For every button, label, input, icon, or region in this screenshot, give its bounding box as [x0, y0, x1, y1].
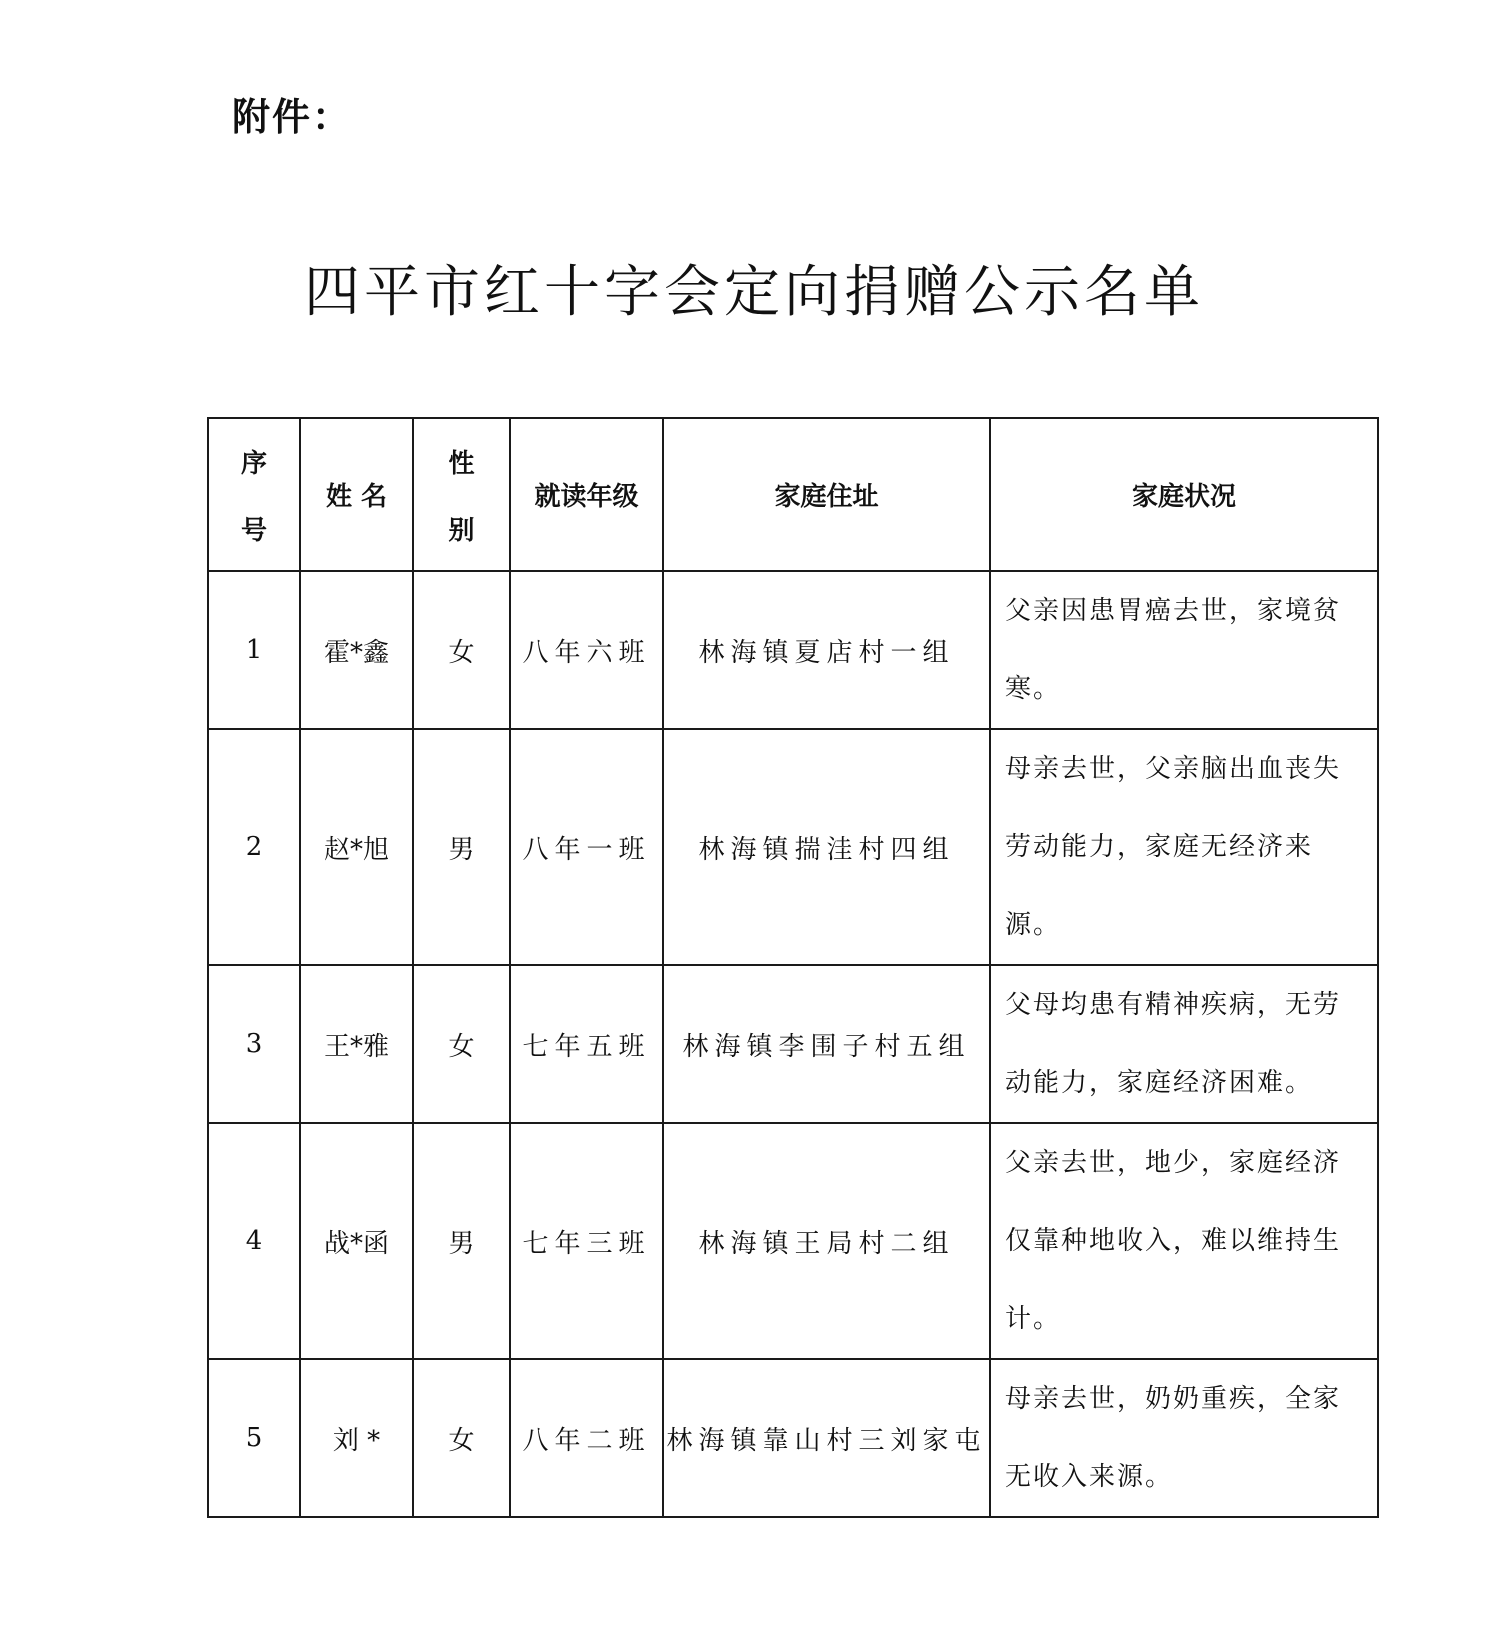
cell-status: 父亲因患胃癌去世，家境贫寒。 [990, 571, 1378, 729]
cell-seq: 5 [208, 1359, 300, 1517]
cell-grade: 八年一班 [510, 729, 663, 965]
cell-grade: 八年二班 [510, 1359, 663, 1517]
cell-name: 战*函 [300, 1123, 413, 1359]
cell-grade: 七年五班 [510, 965, 663, 1123]
table-row [208, 965, 1378, 1123]
cell-address: 林海镇夏店村一组 [663, 571, 990, 729]
cell-status: 母亲去世，父亲脑出血丧失劳动能力，家庭无经济来源。 [990, 729, 1378, 965]
cell-address: 林海镇李围子村五组 [663, 965, 990, 1123]
header-grade: 就读年级 [510, 418, 663, 571]
header-name: 姓 名 [300, 418, 413, 571]
header-seq-bottom: 号 [240, 515, 267, 546]
attachment-label: 附件： [232, 95, 353, 139]
cell-seq: 2 [208, 729, 300, 965]
cell-seq: 3 [208, 965, 300, 1123]
cell-seq: 4 [208, 1123, 300, 1359]
cell-name: 王*雅 [300, 965, 413, 1123]
cell-address: 林海镇揣洼村四组 [663, 729, 990, 965]
cell-gender: 女 [413, 965, 510, 1123]
header-seq-top: 序 [240, 448, 267, 479]
table-header-row [208, 418, 1378, 571]
cell-name: 刘 * [300, 1359, 413, 1517]
cell-grade: 七年三班 [510, 1123, 663, 1359]
cell-grade: 八年六班 [510, 571, 663, 729]
table-row [208, 1123, 1378, 1359]
header-seq [208, 418, 300, 571]
page-title: 四平市红十字会定向捐赠公示名单 [304, 260, 1204, 325]
cell-gender: 男 [413, 729, 510, 965]
cell-gender: 女 [413, 1359, 510, 1517]
donation-roster-table [207, 417, 1379, 1518]
cell-status: 父亲去世，地少，家庭经济仅靠种地收入，难以维持生计。 [990, 1123, 1378, 1359]
cell-seq: 1 [208, 571, 300, 729]
cell-status: 父母均患有精神疾病，无劳动能力，家庭经济困难。 [990, 965, 1378, 1123]
header-address: 家庭住址 [663, 418, 990, 571]
header-gender-bottom: 别 [448, 515, 475, 546]
header-gender-top: 性 [448, 448, 475, 479]
cell-gender: 女 [413, 571, 510, 729]
cell-name: 霍*鑫 [300, 571, 413, 729]
cell-address: 林海镇靠山村三刘家屯 [663, 1359, 990, 1517]
table-row [208, 571, 1378, 729]
header-status: 家庭状况 [990, 418, 1378, 571]
table-row [208, 729, 1378, 965]
cell-status: 母亲去世，奶奶重疾，全家无收入来源。 [990, 1359, 1378, 1517]
cell-address: 林海镇王局村二组 [663, 1123, 990, 1359]
header-gender [413, 418, 510, 571]
table-row [208, 1359, 1378, 1517]
cell-gender: 男 [413, 1123, 510, 1359]
cell-name: 赵*旭 [300, 729, 413, 965]
